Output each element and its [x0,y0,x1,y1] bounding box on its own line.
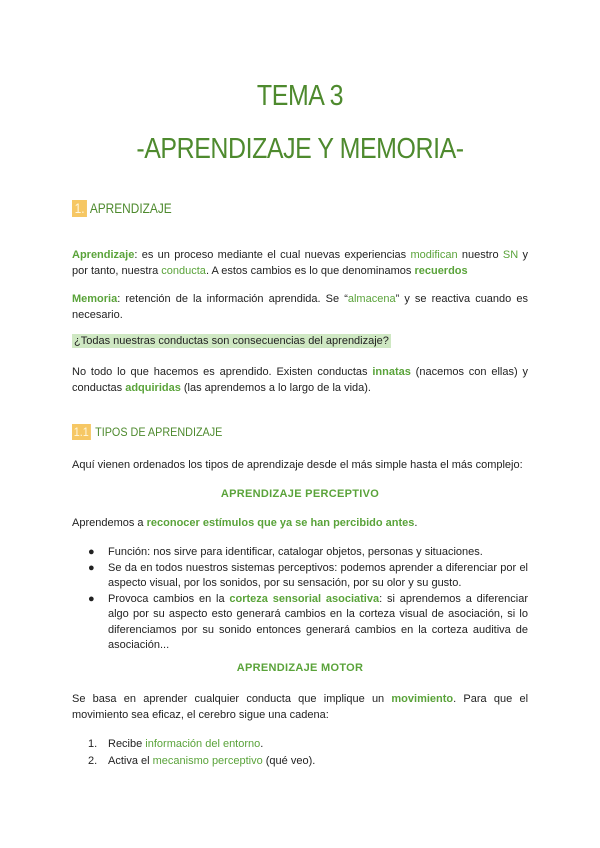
perceptivo-bullet-list [72,545,528,654]
text-span: Aprendemos a [72,517,147,529]
list-item [72,545,528,561]
list-item [72,592,528,654]
step-text: Activa el [108,755,153,767]
section-heading-text: APRENDIZAJE [89,201,172,216]
paragraph-motor-intro [72,692,528,723]
bullet-icon: ● [88,592,95,605]
text-span: No todo lo que hacemos es aprendido. Existen conductas [72,366,373,378]
step-number: 1. [88,738,98,750]
keyword-adquiridas: adquiridas [125,381,181,394]
text-span: . Para que el movimiento sea eficaz, el cerebro sigue una cadena: [72,693,529,721]
text-span: (nacemos con ellas) y conductas [72,366,528,394]
bullet-icon: ● [88,561,95,574]
keyword-recuerdos: recuerdos [414,264,468,277]
keyword-mecanismo-perceptivo: mecanismo perceptivo [152,755,263,767]
document-subtitle: -APRENDIZAJE Y MEMORIA- [136,133,464,165]
paragraph-answer [72,365,528,396]
subsection-heading-text: TIPOS DE APRENDIZAJE [95,425,223,439]
paragraph-perceptivo-intro [72,516,528,532]
keyword-almacena: almacena [347,293,396,305]
section-number-badge: 1. [72,200,87,217]
keyword-innatas: innatas [372,366,411,378]
document-title: TEMA 3 [256,80,344,112]
keyword-informacion-del-entorno: información del entorno [145,738,261,750]
text-span: . [414,517,418,529]
bullet-text: Función: nos sirve para identificar, catalogar objetos, personas y situaciones. [108,546,483,558]
keyword-modifican: modifican [410,249,458,261]
subsection-number-badge: 1.1 [73,425,89,439]
heading-aprendizaje-perceptivo: APRENDIZAJE PERCEPTIVO [220,488,380,500]
keyword-movimiento: movimiento [391,693,454,705]
highlighted-question [72,334,528,350]
keyword-reconocer-estimulos: reconocer estímulos que ya se han percibido antes [146,517,415,529]
paragraph-memoria-definition [72,292,528,323]
list-item [72,753,528,770]
bullet-text: : si aprendemos a diferenciar algo por su aspecto esto generará cambios en la corteza visual de asociación, si lo diferenciamos por su sonido entonces generará cambios en la corteza auditiva de asociación... [108,592,528,651]
heading-aprendizaje-motor: APRENDIZAJE MOTOR [236,662,364,674]
bullet-text: Provoca cambios en la [108,592,230,605]
subsection-heading-tipos [72,425,222,439]
section-heading-aprendizaje [72,201,172,216]
text-span: ” y se reactiva cuando es necesario. [72,293,528,321]
step-text: (qué veo). [262,755,316,767]
text-span: Se basa en aprender cualquier conducta que implique un [72,693,392,705]
step-text: Recibe [108,738,146,750]
text-span: y por tanto, nuestra [72,249,528,277]
text-span: nuestro [457,249,503,261]
term-aprendizaje: Aprendizaje [72,249,135,261]
step-text: . [260,738,264,750]
keyword-conducta: conducta [161,264,206,277]
paragraph-tipos-intro: Aquí vienen ordenados los tipos de aprendizaje desde el más simple hasta el más complejo: [72,459,523,471]
text-span: : retención de la información aprendida. Se “ [117,293,348,305]
keyword-corteza-sensorial-asociativa: corteza sensorial asociativa [229,592,380,605]
bullet-icon: ● [88,546,95,558]
paragraph-aprendizaje-definition [72,248,528,279]
step-number: 2. [88,755,98,767]
bullet-text: Se da en todos nuestros sistemas perceptivos: podemos aprender a diferenciar por el aspecto visual, por los sonidos, por su sensación, por su olor y su gusto. [108,561,528,589]
keyword-sn: SN [502,249,519,261]
motor-steps-list [72,736,528,770]
text-span: : es un proceso mediante el cual nuevas experiencias [134,249,411,261]
text-span: (las aprendemos a lo largo de la vida). [180,381,371,394]
question-highlight: ¿Todas nuestras conductas son consecuencias del aprendizaje? [74,335,389,347]
term-memoria: Memoria [72,293,118,305]
text-span: . A estos cambios es lo que denominamos [205,264,415,277]
list-item [72,561,528,592]
list-item [72,736,528,753]
